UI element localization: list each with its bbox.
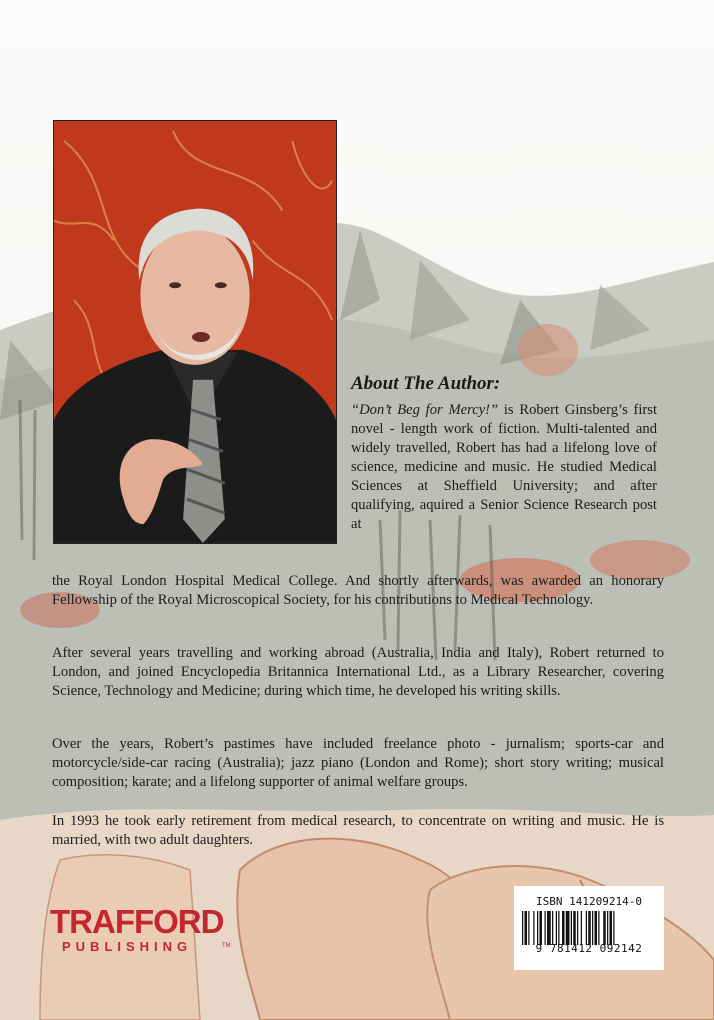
trafford-logo [50,905,230,965]
about-paragraph-1-rest: the Royal London Hospital Medical College. And shortly afterwards, was awarded an honorary Fellowship of the Royal Microscopical Society, for his contributions to Medical Technology. [52,573,664,608]
about-paragraph-2: After several years travelling and working abroad (Australia, India and Italy), Robert returned to London, and joined Encyclopedia Britannica International Ltd., as a Library Researcher, covering Science, Technology and Medicine; during which time, he developed his writing skills. [52,645,664,699]
about-paragraph-1-start: is Robert Ginsberg’s first novel - length work of fiction. Multi-talented and widely travelled, Robert has had a lifelong love of science, medicine and music. He studied Medical Sciences at Sheffield University; and after qualifying, aquired a Senior Science Research post at [351,402,657,532]
logo-trademark: TM [222,943,231,949]
logo-name: TRAFFORD [50,903,224,940]
about-paragraph-3: Over the years, Robert’s pastimes have included freelance photo - jurnalism; sports-car and motorcycle/side-car racing (Australia); jazz piano (London and Rome); short story writing; musical composition; karate; and a lifelong supporter of animal welfare groups. [52,736,664,790]
about-paragraph-1-top [351,401,657,534]
isbn-label: ISBN 141209214-0 [536,895,642,908]
about-paragraph-4: In 1993 he took early retirement from medical research, to concentrate on writing and music. He is married, with two adult daughters. [52,813,664,848]
isbn-barcode [514,886,664,970]
book-title: “Don’t Beg for Mercy!” [351,402,499,418]
barcode-digits: 9 781412 092142 [535,942,643,955]
about-author-heading: About The Author: [351,373,501,394]
author-photo [53,120,337,544]
logo-subtitle: PUBLISHING [62,939,193,954]
